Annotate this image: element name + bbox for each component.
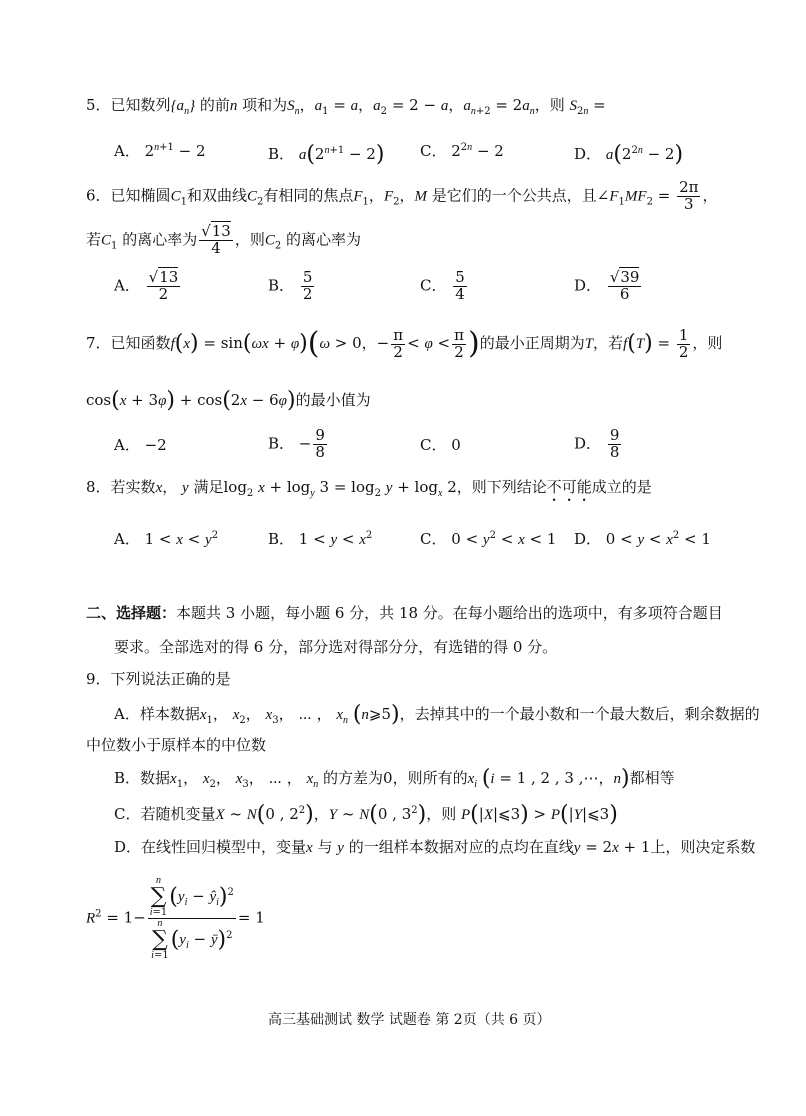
question-6-stem: 6．已知椭圆$C_1$和双曲线$C_2$有相同的焦点$F_1$，$F_2$，M 是它们的一个公共点，且$\angle F_1MF_2$ = $\frac{2\pi}{3}$ ， bbox=[86, 178, 718, 213]
question-number: 7． bbox=[86, 334, 111, 352]
page-footer: 高三基础测试 数学 试题卷 第 2页（共 6 页） bbox=[268, 1012, 551, 1028]
question-7-line2: cos(x + 3φ) + cos(2x − 6φ)的最小值为 bbox=[86, 388, 371, 413]
option-c: C． $0 < y^2 < x < 1$ bbox=[420, 530, 557, 548]
question-7-stem: 7．已知函数f(x) = sin(ωx + φ)(ω > 0，− $\frac{\pi}{2}$ < φ < $\frac{\pi}{2}$ )的最小正周期为T，若f(T) = $\frac{1}{2}$ ，则 bbox=[86, 325, 723, 361]
option-d: D． $\frac{√39}{6}$ bbox=[574, 268, 640, 303]
option-a: A． $\frac{√13}{2}$ bbox=[114, 268, 179, 303]
section-2-instructions: 要求。全部选对的得 6 分，部分选对得部分分，有选错的得 0 分。 bbox=[114, 638, 558, 656]
r-squared-formula: $R^2 = 1-$ n ∑ i=1 ($y_i$ − $ŷ_i)^2$ n ∑ i=1 ($y_i$ − ȳ)$^2$ = 1 bbox=[86, 875, 265, 961]
option-b: B．数据$x_1$， $x_2$， $x_3$， ⋯ ， $x_n$ 的方差为0，则所有的$x_i$ (i = 1 , 2 , 3 ,⋯，n)都相等 bbox=[114, 766, 675, 791]
option-d: D． $\frac{9}{8}$ bbox=[574, 426, 620, 461]
section-2-heading: 二、选择题：本题共 3 小题，每小题 6 分，共 18 分。在每小题给出的选项中，有多项符合题目 bbox=[86, 604, 723, 622]
question-8-stem: 8．若实数x， y 满足$\log_2 x + \log_y 3 = \log_2 y + \log_x 2$，则下列结论不可能成立的是 bbox=[86, 478, 652, 499]
question-9-stem: 9．下列说法正确的是 bbox=[86, 670, 231, 688]
option-d: D．在线性回归模型中，变量x 与 y 的一组样本数据对应的点均在直线y = 2x + 1上，则决定系数 bbox=[114, 838, 756, 856]
option-c: C． $2^{2n} - 2$ bbox=[420, 142, 504, 160]
option-b: B． $a(2^{n+1} - 2)$ bbox=[268, 142, 385, 167]
option-a: A．样本数据$x_1$， $x_2$， $x_3$， ⋯ ， $x_n$ (n⩾5)，去掉其中的一个最小数和一个最大数后，剩余数据的 bbox=[114, 702, 760, 727]
option-a: A． $2^{n+1} - 2$ bbox=[114, 142, 206, 160]
option-c: C． 0 bbox=[420, 436, 461, 454]
option-a: A． −2 bbox=[114, 436, 167, 454]
option-d: D． $a(2^{2n} - 2)$ bbox=[574, 142, 684, 167]
option-a: A． $1 < x < y^2$ bbox=[114, 530, 219, 548]
question-number: 9． bbox=[86, 670, 111, 688]
option-d: D． $0 < y < x^2 < 1$ bbox=[574, 530, 711, 548]
option-b: B． $\frac{5}{2}$ bbox=[268, 268, 313, 303]
question-number: 8． bbox=[86, 478, 111, 496]
option-a-cont: 中位数小于原样本的中位数 bbox=[86, 736, 267, 754]
question-5-stem: 5．已知数列$\{a_n\}$ 的前n 项和为$S_n$，$a_1 = a$，$a_2 = 2 - a$，$a_{n+2} = 2a_n$，则 $S_{2n}$ = bbox=[86, 96, 606, 117]
option-c: C． $\frac{5}{4}$ bbox=[420, 268, 465, 303]
option-b: B． − $\frac{9}{8}$ bbox=[268, 426, 325, 461]
question-6-line2: 若$C_1$ 的离心率为 $\frac{√13}{4}$ ，则$C_2$ 的离心率为 bbox=[86, 222, 362, 257]
question-number: 5． bbox=[86, 96, 111, 114]
question-number: 6． bbox=[86, 186, 111, 205]
option-b: B． $1 < y < x^2$ bbox=[268, 530, 373, 548]
option-c: C．若随机变量X ~ N(0 , $2^2$)，Y ~ N(0 , $3^2$)，则 P(|X|⩽3) > P(|Y|⩽3) bbox=[114, 802, 618, 827]
